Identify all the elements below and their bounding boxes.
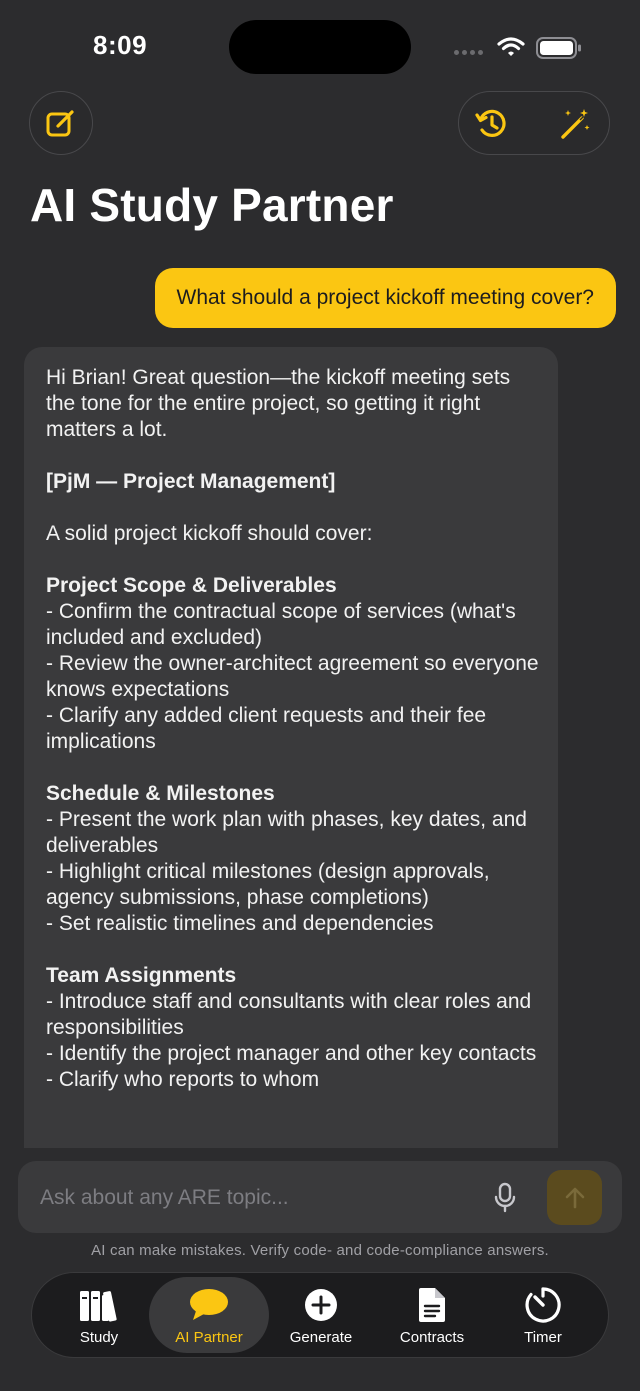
arrow-up-icon [564,1186,586,1210]
ai-section-heading: [PjM — Project Management] [46,470,336,493]
paragraph-gap [46,443,540,469]
tab-label: AI Partner [175,1329,243,1346]
ai-message-line: - Clarify who reports to whom [46,1068,320,1091]
dynamic-island [229,20,411,74]
send-button[interactable] [547,1170,602,1225]
status-bar [0,0,640,90]
status-time: 8:09 [93,30,148,60]
ai-message-line: - Clarify any added client requests and their fee implications [46,704,487,753]
paragraph-gap [46,495,540,521]
document-icon [416,1286,448,1324]
tab-generate[interactable] [261,1277,381,1353]
battery-icon [536,37,582,59]
tab-study[interactable] [39,1277,159,1353]
ai-message-line: Hi Brian! Great question—the kickoff meeting sets the tone for the entire project, so getting it right matters a lot. [46,366,511,441]
ai-message-line: A solid project kickoff should cover: [46,522,373,545]
tab-contracts[interactable] [372,1277,492,1353]
new-chat-button[interactable] [29,91,93,155]
ai-section-heading: Schedule & Milestones [46,782,275,805]
history-button[interactable] [473,105,511,143]
tab-label: Study [79,1329,119,1346]
user-message-bubble: What should a project kickoff meeting cover? [155,268,617,328]
paragraph-gap [46,547,540,573]
paragraph-gap [46,937,540,963]
tab-label: Timer [524,1329,562,1346]
ai-message-line: - Introduce staff and consultants with clear roles and responsibilities [46,990,532,1039]
timer-icon [524,1286,562,1324]
tab-bar [31,1272,609,1358]
page-title: AI Study Partner [30,179,394,231]
ai-message-line: - Review the owner-architect agreement so everyone knows expectations [46,652,539,701]
compose-icon [44,106,78,140]
ai-disclaimer: AI can make mistakes. Verify code- and code-compliance answers. [91,1242,549,1259]
ai-message-line: - Confirm the contractual scope of services (what's included and excluded) [46,600,516,649]
ai-message-line: - Set realistic timelines and dependencies [46,912,434,935]
microphone-icon [493,1182,517,1214]
plus-circle-icon [303,1287,339,1323]
tab-timer[interactable] [483,1277,603,1353]
tab-label: Contracts [399,1329,465,1346]
wifi-icon [497,36,525,58]
paragraph-gap [46,755,540,781]
message-composer [18,1161,622,1233]
ai-section-heading: Team Assignments [46,964,237,987]
magic-button[interactable] [555,105,593,143]
tab-ai-partner[interactable] [149,1277,269,1353]
chat-bubble-icon [188,1287,230,1323]
cellular-signal-icon [454,50,483,55]
magic-wand-icon [556,106,592,142]
ai-section-heading: Project Scope & Deliverables [46,574,337,597]
header-actions [458,91,610,155]
tab-label: Generate [289,1329,353,1346]
ai-message-bubble [24,347,558,1167]
books-icon [78,1287,120,1323]
ai-message-line: - Present the work plan with phases, key dates, and deliverables [46,808,527,857]
history-icon [474,106,510,142]
ai-message-line: - Highlight critical milestones (design approvals, agency submissions, phase completions) [46,860,490,909]
microphone-button[interactable] [492,1181,518,1215]
ai-message-line: - Identify the project manager and other key contacts [46,1042,537,1065]
message-input[interactable] [38,1161,482,1235]
